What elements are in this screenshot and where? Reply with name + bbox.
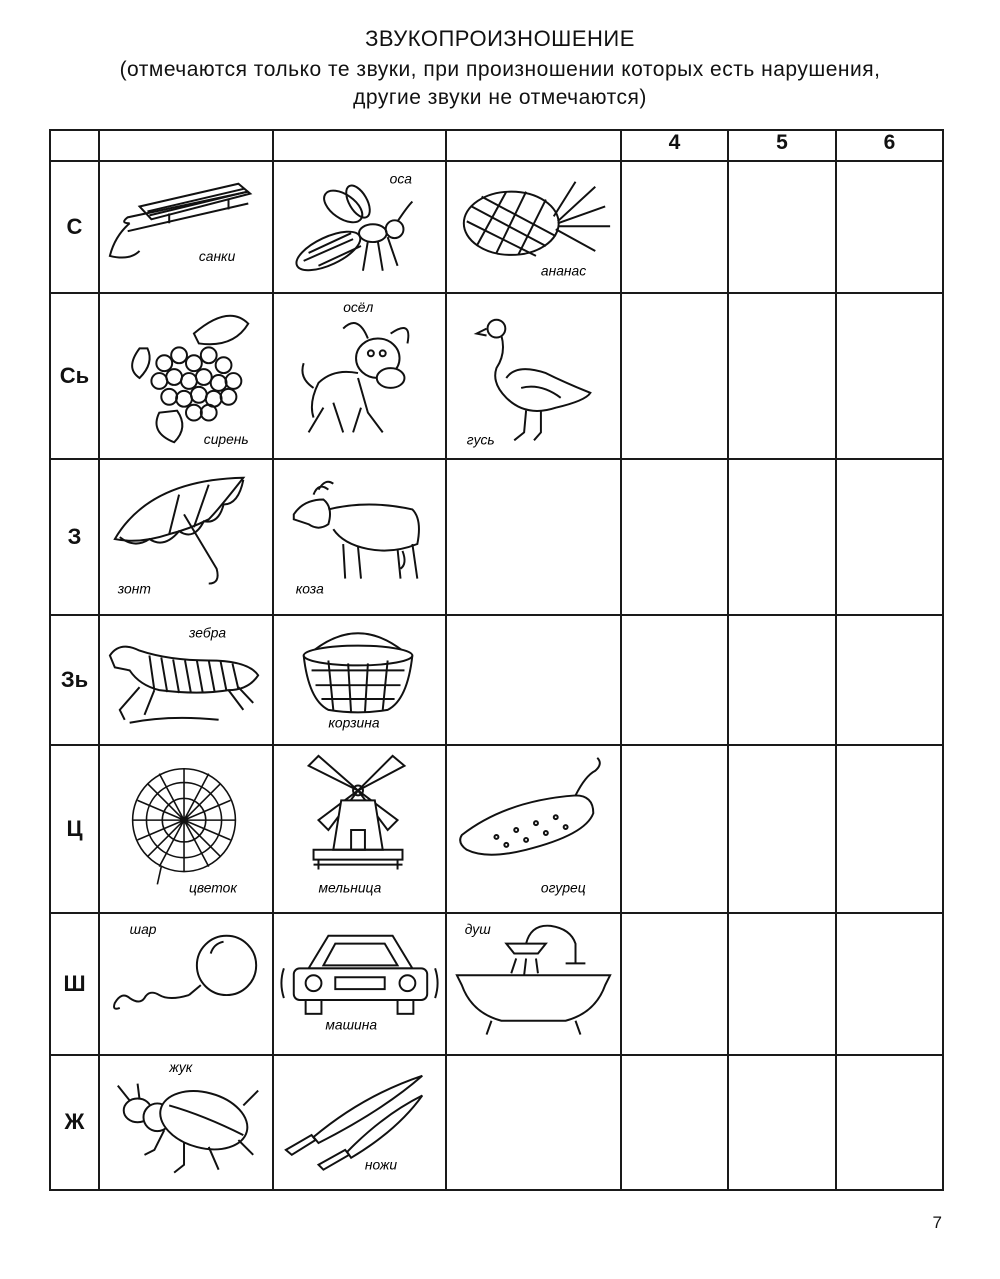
picture-cell <box>273 745 446 913</box>
mark-cell[interactable] <box>836 459 943 615</box>
beetle-icon <box>100 1056 272 1189</box>
picture-cell <box>446 161 621 293</box>
picture-cell <box>273 913 446 1054</box>
mark-cell[interactable] <box>728 745 836 913</box>
mark-cell[interactable] <box>728 459 836 615</box>
mark-cell[interactable] <box>836 293 943 459</box>
picture-cell <box>273 615 446 746</box>
table-row <box>50 1055 943 1190</box>
mark-cell[interactable] <box>728 1055 836 1190</box>
page-number: 7 <box>932 1213 942 1232</box>
table-row <box>50 615 943 746</box>
mark-cell[interactable] <box>728 161 836 293</box>
mark-cell[interactable] <box>836 161 943 293</box>
header-cell <box>50 130 99 161</box>
mark-cell[interactable] <box>728 615 836 746</box>
subtitle-line-2: другие звуки не отмечаются) <box>353 86 647 109</box>
windmill-icon <box>274 746 445 912</box>
mark-cell[interactable] <box>836 913 943 1054</box>
sound-label: Ц <box>50 745 99 913</box>
word-label: душ <box>464 921 491 938</box>
picture-cell <box>99 615 273 746</box>
sound-label: Ш <box>50 913 99 1054</box>
mark-cell[interactable] <box>836 615 943 746</box>
picture-cell <box>99 1055 273 1190</box>
picture-cell <box>446 615 621 746</box>
word-label: огурец <box>540 879 586 896</box>
picture-cell <box>273 1055 446 1190</box>
word-label: санки <box>198 247 236 264</box>
mark-cell[interactable] <box>621 745 728 913</box>
sled-icon <box>100 162 272 291</box>
picture-cell <box>99 293 273 459</box>
word-label: мельница <box>318 879 382 896</box>
umbrella-icon <box>100 460 272 614</box>
sound-label: Зь <box>50 615 99 746</box>
header-cell <box>99 130 273 161</box>
word-label: ананас <box>540 262 587 279</box>
word-label: шар <box>129 921 157 938</box>
header-cell-4: 4 <box>621 130 728 161</box>
picture-cell <box>446 459 621 615</box>
mark-cell[interactable] <box>621 913 728 1054</box>
flower-icon <box>100 746 272 912</box>
sound-label: С <box>50 161 99 293</box>
header-cell-6: 6 <box>836 130 943 161</box>
zebra-icon <box>100 616 272 745</box>
car-icon <box>274 914 445 1053</box>
donkey-icon <box>274 294 445 458</box>
word-label: коза <box>295 580 324 597</box>
knives-icon <box>274 1056 445 1189</box>
table-row <box>50 459 943 615</box>
table-row <box>50 293 943 459</box>
word-label: машина <box>325 1017 378 1034</box>
header-cell <box>446 130 621 161</box>
picture-cell <box>446 745 621 913</box>
picture-cell <box>446 293 621 459</box>
header-cell-5: 5 <box>728 130 836 161</box>
sound-table <box>49 129 944 1191</box>
table-row <box>50 745 943 913</box>
subtitle-line-1: (отмечаются только те звуки, при произношении которых есть нарушения, <box>119 58 881 81</box>
shower-icon <box>447 914 620 1053</box>
table-row <box>50 161 943 293</box>
pineapple-icon <box>447 162 620 292</box>
picture-cell <box>273 161 446 293</box>
mark-cell[interactable] <box>836 745 943 913</box>
wasp-icon <box>274 162 445 291</box>
picture-cell <box>446 913 621 1054</box>
goat-icon <box>274 460 445 614</box>
word-label: цветок <box>188 879 237 896</box>
header-row <box>50 130 943 161</box>
picture-cell <box>99 459 273 615</box>
mark-cell[interactable] <box>728 913 836 1054</box>
table-row <box>50 913 943 1054</box>
picture-cell <box>99 745 273 913</box>
picture-cell <box>273 293 446 459</box>
balloon-icon <box>100 914 272 1053</box>
mark-cell[interactable] <box>621 1055 728 1190</box>
word-label: оса <box>389 170 412 187</box>
sound-label: Ж <box>50 1055 99 1190</box>
word-label: корзина <box>328 714 380 731</box>
mark-cell[interactable] <box>621 293 728 459</box>
mark-cell[interactable] <box>621 459 728 615</box>
header-cell <box>273 130 446 161</box>
picture-cell <box>99 913 273 1054</box>
lilac-icon <box>100 294 272 458</box>
basket-icon <box>274 616 445 744</box>
word-label: ножи <box>364 1156 398 1173</box>
picture-cell <box>99 161 273 293</box>
word-label: сирень <box>203 430 249 447</box>
page-title: ЗВУКОПРОИЗНОШЕНИЕ <box>365 26 635 51</box>
goose-icon <box>447 294 620 458</box>
word-label: зебра <box>188 624 227 641</box>
word-label: жук <box>169 1058 193 1075</box>
word-label: зонт <box>117 580 151 597</box>
mark-cell[interactable] <box>836 1055 943 1190</box>
sound-label: З <box>50 459 99 615</box>
word-label: гусь <box>466 430 495 447</box>
sound-label: Сь <box>50 293 99 459</box>
mark-cell[interactable] <box>621 161 728 293</box>
cucumber-icon <box>447 746 620 912</box>
picture-cell <box>446 1055 621 1190</box>
mark-cell[interactable] <box>621 615 728 746</box>
mark-cell[interactable] <box>728 293 836 459</box>
word-label: осёл <box>343 298 374 315</box>
picture-cell <box>273 459 446 615</box>
